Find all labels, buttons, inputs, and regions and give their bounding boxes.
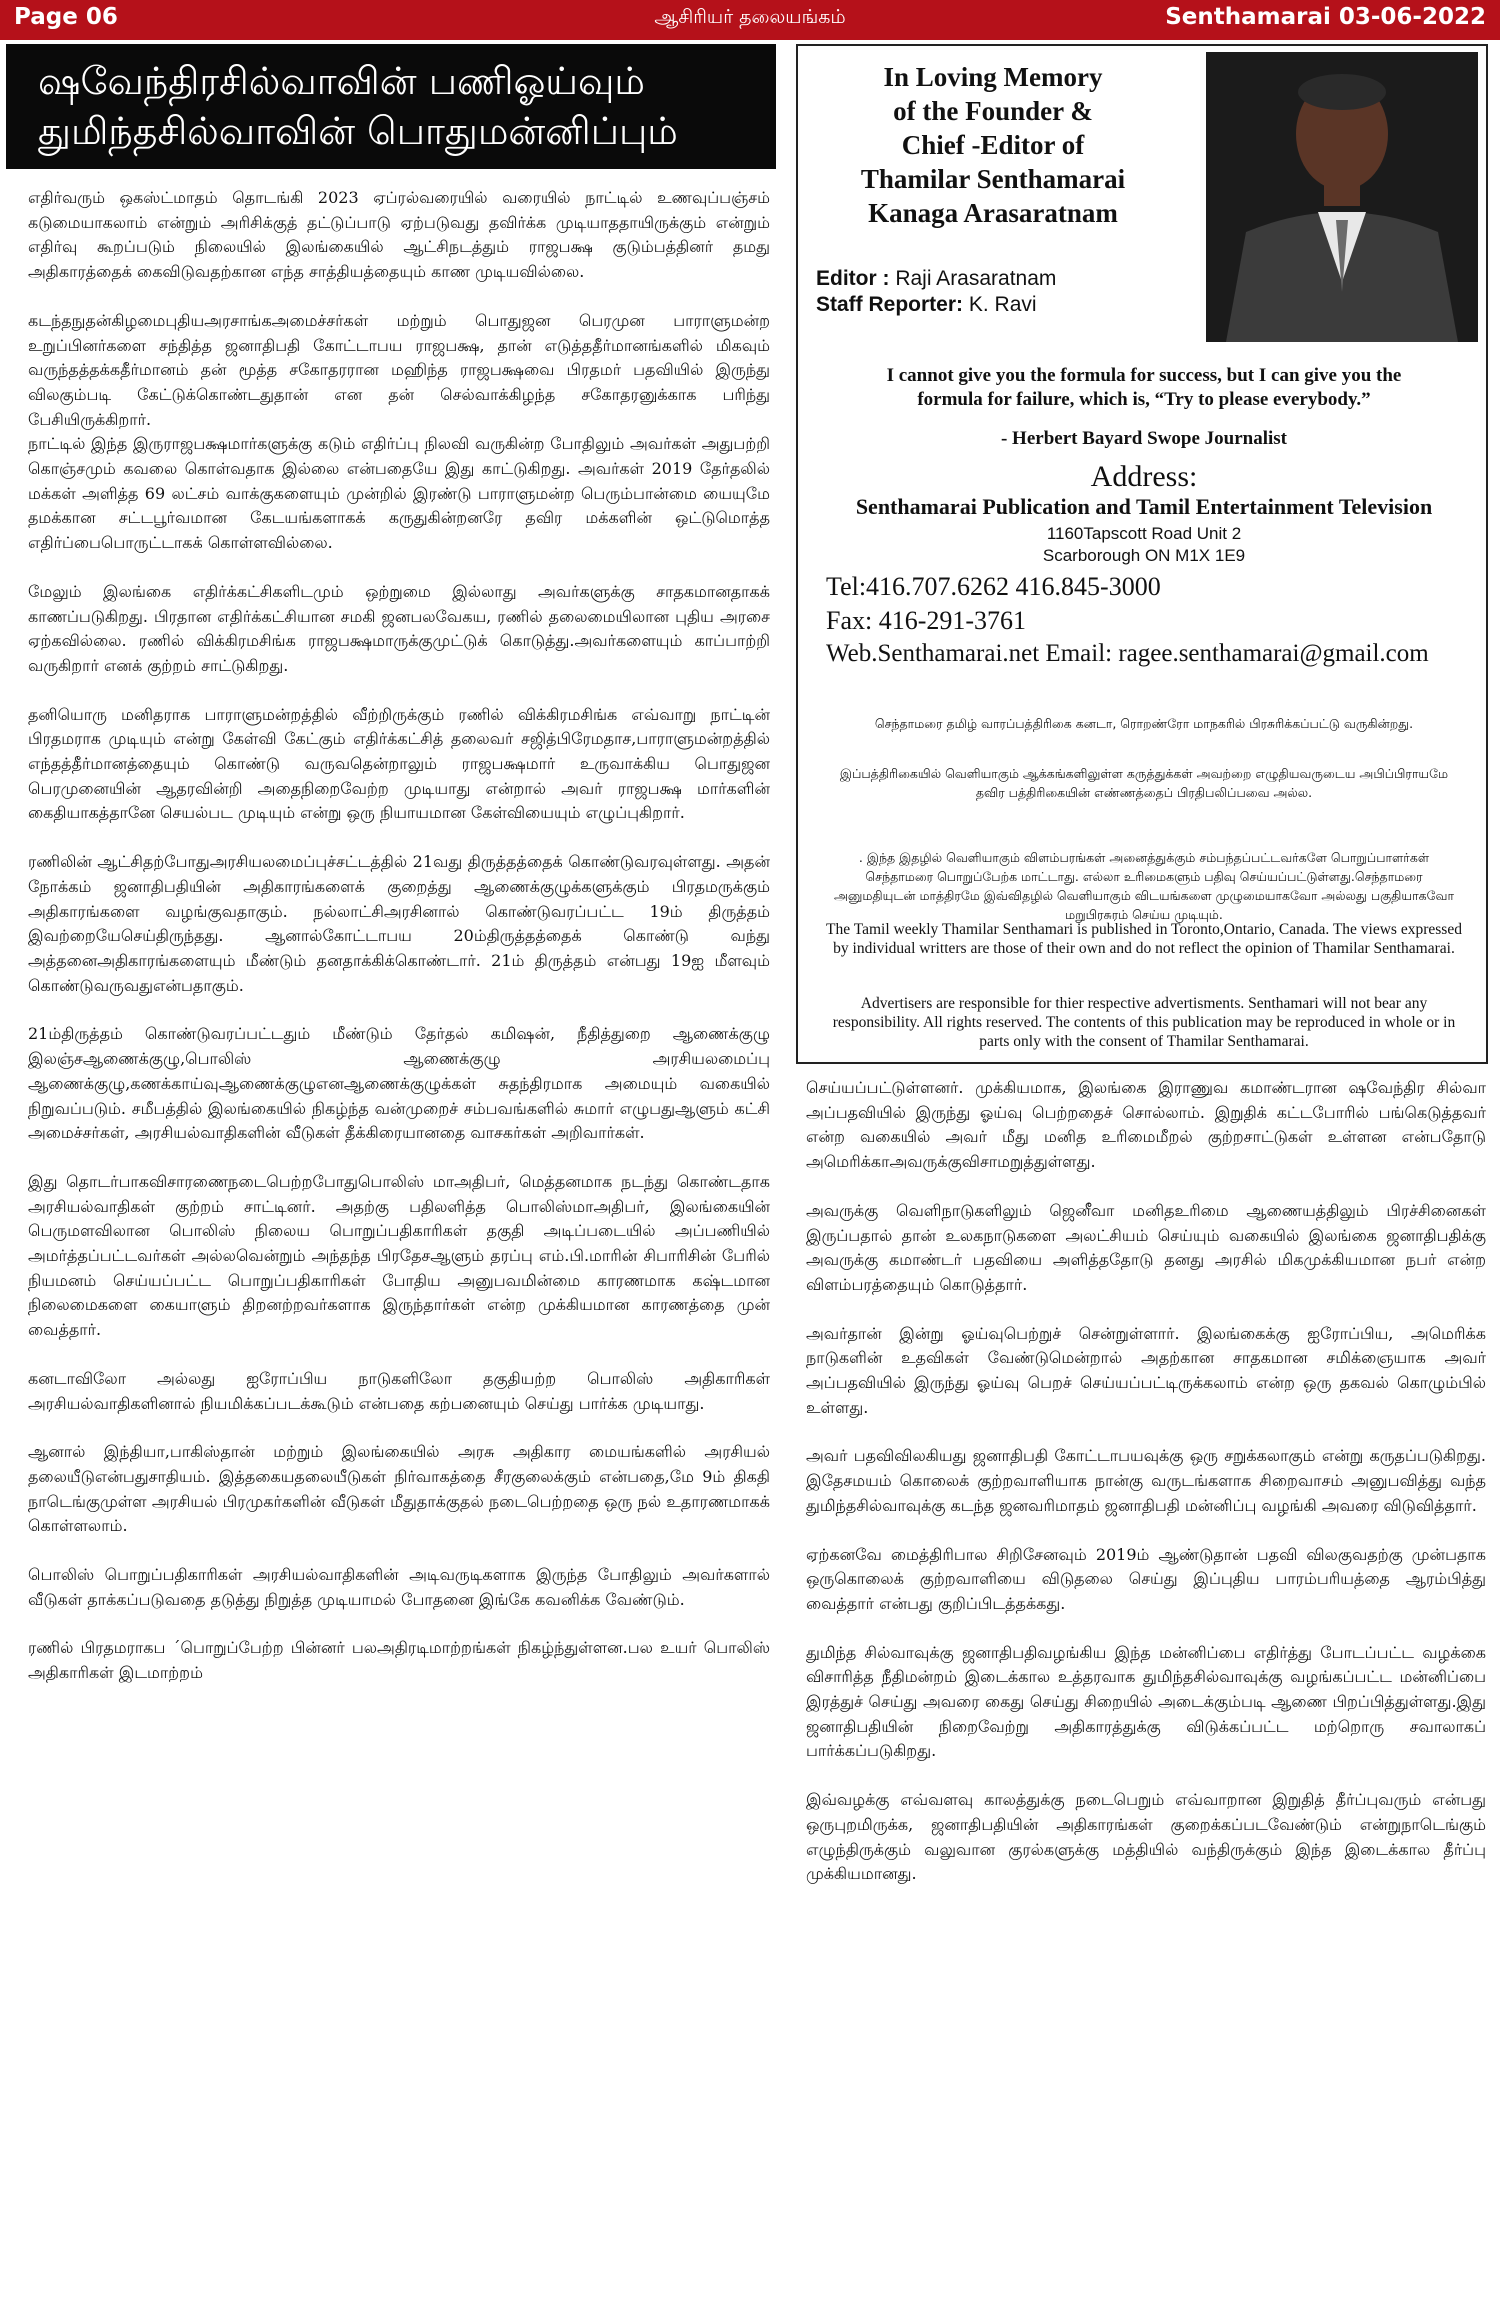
- founder-photo: [1206, 52, 1478, 342]
- paragraph: தனியொரு மனிதராக பாராளுமன்றத்தில் வீற்றிருக்கும் ரணில் விக்கிரமசிங்க எவ்வாறு நாட்டின் பிரதமராக முடியும் என்று கேள்வி கேட்கும் எதிர்க்கட்சித் தலைவர் சஜித்பிரேமதாச,பாராளுமன்றத்தில் எந்தத்தீர்மானத்தையும் கொண்டு வருவதென்றாலும் ராஜபக்ஷமார் உருவாக்கிய பொதுஜன பெரமுனையின் ஆதரவின்றி அதைநிறைவேற்ற முடியாது என்றால் அவர் ராஜபக்ஷ மார்களின் கைதியாகத்தானே செயல்பட முடியும் என்று ஒரு நியாயமான கேள்வியையும் எழுப்புகிறார்.: [28, 704, 770, 823]
- memorial-line: Kanaga Arasaratnam: [868, 198, 1118, 228]
- issue-date: Senthamarai 03-06-2022: [1165, 4, 1486, 30]
- page-header-bar: [0, 0, 1500, 40]
- notice-views: இப்பத்திரிகையில் வெளியாகும் ஆக்கங்களிலுள்ள கருத்துக்கள் அவற்றை எழுதியவருடைய அபிப்பிராயமே தவிர பத்திரிகையின் எண்ணத்தைப் பிரதிபலிப்பவை அல்ல.: [839, 766, 1449, 800]
- paragraph: ஏற்கனவே மைத்திரிபால சிறிசேனவும் 2019ம் ஆண்டுதான் பதவி விலகுவதற்கு முன்பதாக ஒருகொலைக் குற்றவாளியை விடுதலை செய்து இப்புதிய பாரம்பரியத்தை ஆரம்பித்து வைத்தார் என்பது குறிப்பிடத்தக்கது.: [806, 1544, 1486, 1613]
- quote-attribution: - Herbert Bayard Swope Journalist: [1000, 428, 1288, 449]
- editor-credit: [816, 266, 1056, 292]
- editor-label: Editor :: [816, 267, 890, 290]
- paragraph: இது தொடர்பாகவிசாரணைநடைபெற்றபோதுபொலிஸ் மாஅதிபர், மெத்தனமாக நடந்து கொண்டதாக அரசியல்வாதிகள் குற்றம் சாட்டினர். அதற்கு பதிலளித்த பொலிஸ்மாஅதிபர், இலங்கையின் பெருமளவிலான பொலிஸ் நிலைய பொறுப்பதிகாரிகள் தகுதி அடிப்படையில் அப்பணியில் அமர்த்தப்பட்டவர்கள் அல்லவென்றும் அந்தந்த பிரதேசஆளும் தரப்பு எம்.பி.மாரின் சிபாரிசின் பேரில் நியமனம் செய்யப்பட்ட பொறுப்பதிகாரிகள் போதிய அனுபவமின்மை காரணமாக கஷ்டமான நிலைமைகளை கையாளும் திறனற்றவர்களாக இருந்தார்கள் என்ற முக்கியமான காரணத்தை முன் வைத்தார்.: [28, 1171, 770, 1340]
- quote: [798, 364, 1490, 412]
- address-heading: Address:: [1090, 460, 1198, 493]
- paragraph: எதிர்வரும் ஒகஸ்ட்மாதம் தொடங்கி 2023 ஏப்ரல்வரையில் வரையில் நாட்டில் உணவுப்பஞ்சம் கடுமையாகலாம் என்றும் அரிசிக்குத் தட்டுப்பாடு ஏற்படுவது தவிர்க்க முடியாததாயிருக்கும் என்றும் எதிர்வு கூறப்படும் நிலையில் இலங்கையில் ஆட்சிநடத்தும் ராஜபக்ஷ குடும்பத்தினர் தமது அதிகாரத்தைக் கைவிடுவதற்கான எந்த சாத்தியத்தையும் காண முடியவில்லை.: [28, 188, 770, 282]
- notice-english-rights: Advertisers are responsible for thier respective advertisments. Senthamari will not bear any responsibility. All rights reserved. The contents of this publication may be reproduced in whole or in parts only with the consent of Thamilar Senthamarai.: [832, 995, 1456, 1050]
- paragraph: 21ம்திருத்தம் கொண்டுவரப்பட்டதும் மீண்டும் தேர்தல் கமிஷன், நீதித்துறை ஆணைக்குழு இலஞ்சஆணைக்குழு,பொலிஸ் ஆணைக்குழு அரசியலமைப்பு ஆணைக்குழு,கணக்காய்வுஆணைக்குழுஎனஆணைக்குழுக்கள் சுதந்திரமாக அமையும் வகையில் நிறுவப்படும். சமீபத்தில் இலங்கையில் நிகழ்ந்த வன்முறைச் சம்பவங்களில் சுமார் எழுபதுஆளும் கட்சி அமைச்சர்கள், அரசியல்வாதிகளின் வீடுகள் தீக்கிரையானதை வாசகர்கள் அறிவார்கள்.: [28, 1024, 770, 1143]
- memorial-line: In Loving Memory: [883, 62, 1103, 92]
- paragraph: ஆனால் இந்தியா,பாகிஸ்தான் மற்றும் இலங்கையில் அரசு அதிகார மையங்களில் அரசியல் தலையீடுஎன்பதுசாதியம். இத்தகையதலையீடுகள் நிர்வாகத்தை சீரகுலைக்கும் என்பதை,மே 9ம் திகதி நாடெங்குமுள்ள அரசியல் பிரமுகர்களின் வீடுகள் மீதுதாக்குதல் நடைபெற்றதை ஒரு நல் உதாரணமாகக் கொள்ளலாம்.: [28, 1442, 770, 1536]
- headline-line-2: துமிந்தசில்வாவின் பொதுமன்னிப்பும்: [38, 109, 678, 153]
- memorial-text: [798, 60, 1188, 230]
- memorial-line: of the Founder &: [893, 96, 1093, 126]
- paragraph: ரணிலின் ஆட்சிதற்போதுஅரசியலமைப்புச்சட்டத்தில் 21வது திருத்தத்தைக் கொண்டுவரவுள்ளது. அதன் நோக்கம் ஜனாதிபதியின் அதிகாரங்களைக் குறைத்து ஆணைக்குழுக்களுக்கும் பிரதமருக்கும் அதிகாரங்களை வழங்குவதாகும். நல்லாட்சிஅரசினால் கொண்டுவரப்பட்ட 19ம் திருத்தம் இவற்றையேசெய்திருந்தது. ஆனால்கோட்டாபய 20ம்திருத்தத்தைக் கொண்டு வந்து அத்தனைஅதிகாரங்களையும் மீண்டும் தனதாக்கிக்கொண்டார். 21ம் திருத்தம் என்பது 19ஐ மீளவும் கொண்டுவருவதுஎன்பதாகும்.: [28, 852, 770, 995]
- page-number: Page 06: [14, 4, 118, 30]
- paragraph: துமிந்த சில்வாவுக்கு ஜனாதிபதிவழங்கிய இந்த மன்னிப்பை எதிர்த்து போடப்பட்ட வழக்கை விசாரித்த நீதிமன்றம் இடைக்கால உத்தரவாக துமிந்தசில்வாவுக்கு வழங்கப்பட்ட மன்னிப்பை இரத்துச் செய்து அவரை கைது செய்து சிறையில் அடைக்கும்படி ஆணை பிறப்பித்துள்ளது.இது ஜனாதிபதியின் நிறைவேற்று அதிகாரத்துக்கு விடுக்கப்பட்ட மற்றொரு சவாலாகப் பார்க்கப்படுகிறது.: [806, 1642, 1486, 1761]
- editor-name: Raji Arasaratnam: [889, 267, 1057, 290]
- telephone: Tel:416.707.6262 416.845-3000: [826, 572, 1161, 601]
- masthead-box: [796, 44, 1488, 1064]
- notice-advertisements: . இந்த இதழில் வெளியாகும் விளம்பரங்கள் அனைத்துக்கும் சம்பந்தப்பட்டவர்களே பொறுப்பாளர்கள் செந்தாமரை பொறுப்பேற்க மாட்டாது. எல்லா உரிமைகளும் பதிவு செய்யப்பட்டுள்ளது.செந்தாமரை அனுமதியுடன் மாத்திரமே இவ்விதழில் வெளியாகும் விடயங்களை முழுமையாகவோ அல்லது பகுதியாகவோ மறுபிரசுரம் செய்ய முடியும்.: [833, 850, 1455, 922]
- article-headline: [6, 44, 776, 169]
- portrait-illustration: [1206, 52, 1478, 342]
- article-right-column: [806, 1076, 1486, 1887]
- paragraph: இவ்வழக்கு எவ்வளவு காலத்துக்கு நடைபெறும் எவ்வாறான இறுதித் தீர்ப்புவரும் என்பது ஒருபுறமிருக்க, ஜனாதிபதியின் அதிகாரங்கள் குறைக்கப்படவேண்டும் என்றுநாடெங்கும் எழுந்திருக்கும் வலுவான குரல்களுக்கு மத்தியில் வந்திருக்கும் இந்த இடைக்கால தீர்ப்பு முக்கியமானது.: [806, 1790, 1486, 1884]
- address-organization: Senthamarai Publication and Tamil Entertainment Television: [855, 494, 1433, 519]
- headline-line-1: ஷவேந்திரசில்வாவின் பணிஓய்வும்: [38, 59, 645, 103]
- notice-publication: செந்தாமரை தமிழ் வாரப்பத்திரிகை கனடா, ரொறண்ரோ மாநகரில் பிரசுரிக்கப்பட்டு வருகின்றது.: [874, 716, 1414, 731]
- reporter-credit: [816, 292, 1056, 318]
- paragraph: பொலிஸ் பொறுப்பதிகாரிகள் அரசியல்வாதிகளின் அடிவருடிகளாக இருந்த போதிலும் அவர்களால் வீடுகள் தாக்கப்படுவதை தடுத்து நிறுத்த முடியாமல் போதனை இங்கே கவனிக்க வேண்டும்.: [28, 1565, 770, 1609]
- paragraph: நாட்டில் இந்த இருராஜபக்ஷமார்களுக்கு கடும் எதிர்ப்பு நிலவி வருகின்ற போதிலும் அவர்கள் அதுபற்றி கொஞ்சமும் கவலை கொள்வதாக இல்லை என்பதையே இது காட்டுகிறது. அவர்கள் 2019 தேர்தலில் மக்கள் அளித்த 69 லட்சம் வாக்குகளையும் முன்றில் இரண்டு பாராளுமன்ற பெரும்பான்மை யையுமே தமக்கான சட்டபூர்வமான கேடயங்களாகக் கருதுகின்றனரே தவிர மக்களின் ஒட்டுமொத்த எதிர்ப்பைபொருட்டாகக் கொள்ளவில்லை.: [28, 434, 770, 553]
- paragraph: ரணில் பிரதமராகப ´பொறுப்பேற்ற பின்னர் பலஅதிரடிமாற்றங்கள் நிகழ்ந்துள்ளன.பல உயர் பொலிஸ் அதிகாரிகள் இடமாற்றம்: [28, 1638, 770, 1683]
- quote-line: formula for failure, which is, “Try to please everybody.”: [917, 389, 1371, 410]
- paragraph: கடந்தநுதன்கிழமைபுதியஅரசாங்கஅமைச்சர்கள் மற்றும் பொதுஜன பெரமுன பாராளுமன்ற உறுப்பினர்களை சந்தித்த ஜனாதிபதி கோட்டாபய ராஜபக்ஷ, தான் எடுத்ததீர்மானங்களில் மிகவும் வருந்தத்தக்கதீர்மானம் தன் மூத்த சகோதரரான மஹிந்த ராஜபக்ஷவை பிரதமர் பதவியில் இருந்து விலகும்படி கேட்டுக்கொண்டதுதான் என தன் செல்வாக்கிழந்த சகோதரனுக்காக பரிந்து பேசியிருக்கிறார்.: [28, 310, 770, 429]
- website-email: Web.Senthamarai.net Email: ragee.senthamarai@gmail.com: [826, 640, 1429, 667]
- paragraph: செய்யப்பட்டுள்ளனர். முக்கியமாக, இலங்கை இராணுவ கமாண்டரான ஷவேந்திர சில்வா அப்பதவியில் இருந்து ஓய்வு பெற்றதைச் சொல்லாம். இறுதிக் கட்டபோரில் பங்கெடுத்தவர் என்ற வகையில் அவர் மீது மனித உரிமைமீறல் குற்றசாட்டுகள் உள்ளன என்பதோடு அமெரிக்காஅவருக்குவிசாமறுத்துள்ளது.: [806, 1078, 1486, 1172]
- fax: Fax: 416-291-3761: [826, 606, 1027, 635]
- paragraph: மேலும் இலங்கை எதிர்க்கட்சிகளிடமும் ஒற்றுமை இல்லாது அவர்களுக்கு சாதகமானதாகக் காணப்படுகிறது. பிரதான எதிர்க்கட்சியான சமகி ஜனபலவேகய, ரணில் தலைமையிலான புதிய அரசை ஏற்கவில்லை. ரணில் விக்கிரமசிங்க ராஜபக்ஷமாருக்குமுட்டுக் கொடுத்து.அவர்களையும் காப்பாற்றி வருகிறார் எனக் குற்றம் சாட்டுகிறது.: [28, 581, 770, 675]
- paragraph: கனடாவிலோ அல்லது ஐரோப்பிய நாடுகளிலோ தகுதியற்ற பொலிஸ் அதிகாரிகள் அரசியல்வாதிகளினால் நியமிக்கப்படக்கூடும் என்பதை கற்பனையும் செய்து பார்க்க முடியாது.: [28, 1368, 770, 1413]
- address-street: 1160Tapscott Road Unit 2: [1046, 524, 1242, 543]
- reporter-name: K. Ravi: [963, 293, 1037, 316]
- staff-credits: [816, 266, 1056, 318]
- article-left-column: [28, 186, 770, 1686]
- quote-line: I cannot give you the formula for success, but I can give you the: [886, 365, 1402, 386]
- paragraph: அவர்தான் இன்று ஓய்வுபெற்றுச் சென்றுள்ளார். இலங்கைக்கு ஐரோப்பிய, அமெரிக்க நாடுகளின் உதவிகள் வேண்டுமென்றால் அதற்கான சாதகமான சமிக்ஞையாக அவர் அப்பதவியில் இருந்து ஓய்வு பெறச் செய்யப்பட்டிருக்கலாம் என்ற ஒரு தகவல் கொழும்பில் உள்ளது.: [806, 1323, 1486, 1417]
- paragraph: அவர் பதவிவிலகியது ஜனாதிபதி கோட்டாபயவுக்கு ஒரு சறுக்கலாகும் என்று கருதப்படுகிறது. இதேசமயம் கொலைக் குற்றவாளியாக நான்கு வருடங்களாக சிறைவாசம் அனுபவித்து வந்த துமிந்தசில்வாவுக்கு கடந்த ஜனவரிமாதம் ஜனாதிபதி மன்னிப்பு வழங்கி அவரை விடுவித்தார்.: [806, 1446, 1486, 1515]
- notice-english-publication: The Tamil weekly Thamilar Senthamari is published in Toronto,Ontario, Canada. The views expressed by individual writters are those of their own and do not reflect the opinion of Thamilar Senthamarai.: [826, 921, 1462, 957]
- address-city: Scarborough ON M1X 1E9: [1042, 546, 1246, 565]
- memorial-line: Chief -Editor of: [901, 130, 1085, 160]
- memorial-line: Thamilar Senthamarai: [860, 164, 1126, 194]
- reporter-label: Staff Reporter:: [816, 293, 964, 316]
- paragraph: அவருக்கு வெளிநாடுகளிலும் ஜெனீவா மனிதஉரிமை ஆணையத்திலும் பிரச்சினைகள் இருப்பதால் தான் உலகநாடுகளை அலட்சியம் செய்யும் வகையில் இலங்கை ஜனாதிபதிக்கு அவருக்கு கமாண்டர் பதவியை அளித்ததோடு தனது அரசில் மிகமுக்கியமான நபர் என்ற விளம்பரத்தையும் கொடுத்தார்.: [806, 1200, 1486, 1294]
- section-title: ஆசிரியர் தலையங்கம்: [654, 6, 846, 28]
